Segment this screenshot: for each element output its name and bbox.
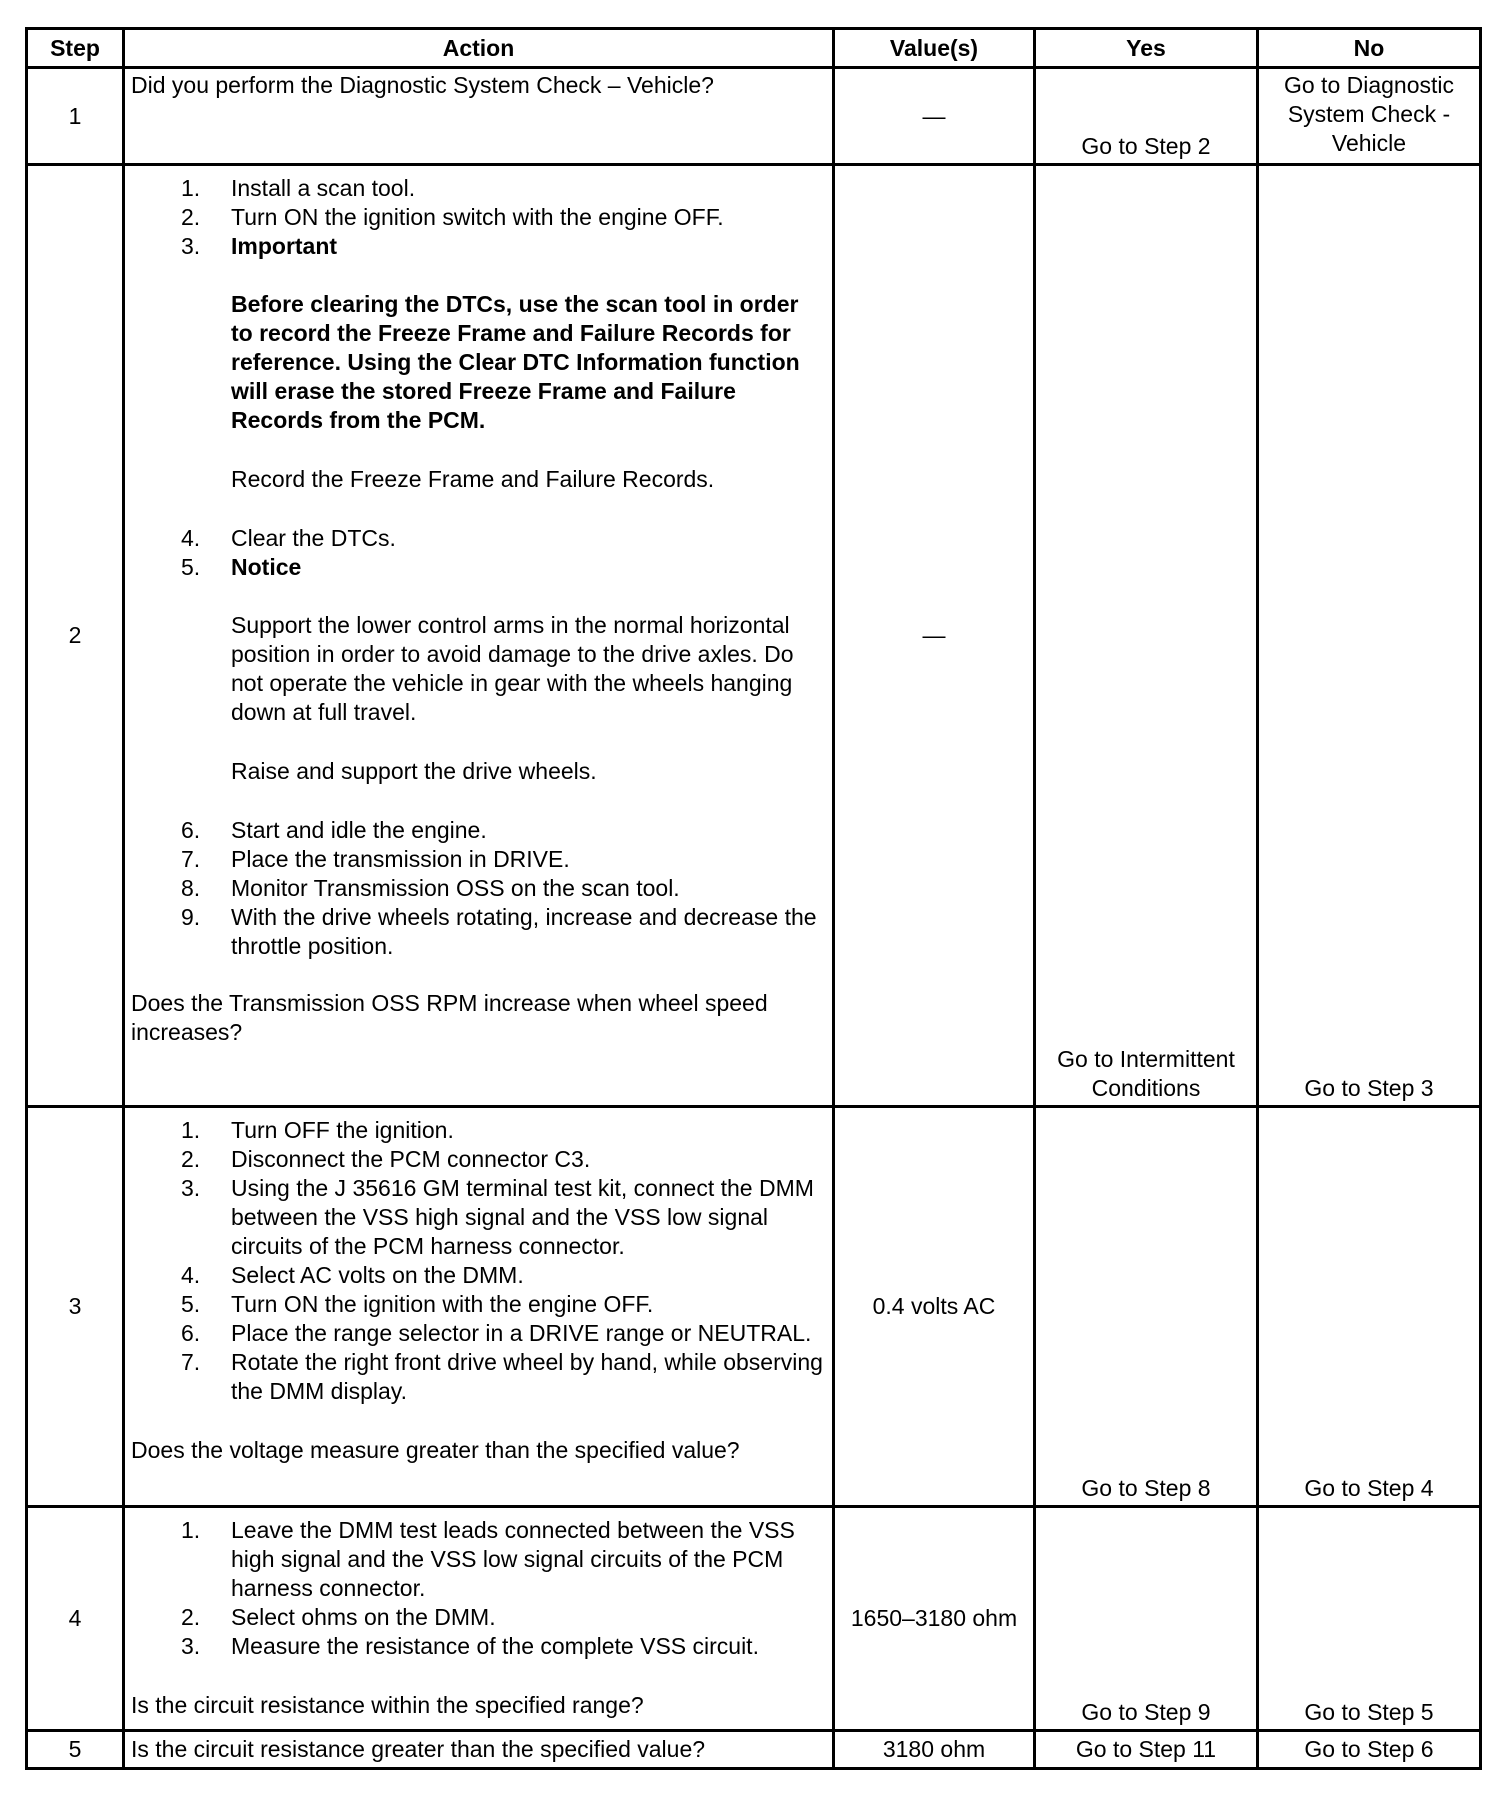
notice-label: Notice xyxy=(231,554,302,580)
list-item: 4. Clear the DTCs. xyxy=(181,525,396,551)
notice-text: Support the lower control arms in the normal horizontal position in order to avoid damage to the drive axles. Do not operate the vehicle in gear with the wheels hanging down at full travel. xyxy=(231,612,794,725)
action-cell xyxy=(124,1731,834,1769)
procedure-list xyxy=(131,1116,826,1406)
raise-text: Raise and support the drive wheels. xyxy=(231,758,597,784)
no-link[interactable]: Go to Diagnostic System Check - Vehicle xyxy=(1258,68,1481,165)
question-text: Did you perform the Diagnostic System Check – Vehicle? xyxy=(131,72,714,98)
action-cell xyxy=(124,1507,834,1731)
header-no: No xyxy=(1258,29,1481,68)
action-cell xyxy=(124,68,834,165)
step-number: 4 xyxy=(27,1507,124,1731)
important-label: Important xyxy=(231,233,338,259)
list-item: 1. Leave the DMM test leads connected between the VSS high signal and the VSS low signal circuits of the PCM harness connector. xyxy=(181,1517,795,1601)
no-link[interactable]: Go to Step 5 xyxy=(1258,1507,1481,1731)
question-text: Is the circuit resistance within the specified range? xyxy=(131,1692,644,1718)
header-action: Action xyxy=(124,29,834,68)
header-values: Value(s) xyxy=(834,29,1035,68)
yes-link[interactable]: Go to Intermittent Conditions xyxy=(1035,165,1258,1107)
list-item: 7. Place the transmission in DRIVE. xyxy=(181,846,570,872)
list-item: 3. Important Before clearing the DTCs, use the scan tool in order to record the Freeze Frame and Failure Records for reference. Using the Clear DTC Information function will erase the stored Freeze Frame and Failure Records from the PCM. Record the Freeze Frame and Failure Records. xyxy=(131,232,826,494)
question-text: Does the Transmission OSS RPM increase when wheel speed increases? xyxy=(131,990,768,1045)
value-cell: — xyxy=(834,68,1035,165)
no-link[interactable]: Go to Step 4 xyxy=(1258,1107,1481,1507)
list-item: 6. Place the range selector in a DRIVE range or NEUTRAL. xyxy=(181,1320,812,1346)
list-item: 9. With the drive wheels rotating, increase and decrease the throttle position. xyxy=(181,904,817,959)
list-item: 3. Using the J 35616 GM terminal test kit, connect the DMM between the VSS high signal and the VSS low signal circuits of the PCM harness connector. xyxy=(181,1175,814,1259)
yes-link[interactable]: Go to Step 11 xyxy=(1035,1731,1258,1769)
header-yes: Yes xyxy=(1035,29,1258,68)
list-item: 4. Select AC volts on the DMM. xyxy=(181,1262,524,1288)
list-item: 2. Select ohms on the DMM. xyxy=(181,1604,496,1630)
value-cell: 1650–3180 ohm xyxy=(834,1507,1035,1731)
list-item: 6. Start and idle the engine. xyxy=(181,817,487,843)
yes-link[interactable]: Go to Step 9 xyxy=(1035,1507,1258,1731)
question-text: Is the circuit resistance greater than the specified value? xyxy=(131,1736,706,1762)
question-text: Does the voltage measure greater than the specified value? xyxy=(131,1437,740,1463)
value-cell: 3180 ohm xyxy=(834,1731,1035,1769)
yes-link[interactable]: Go to Step 8 xyxy=(1035,1107,1258,1507)
step-number: 1 xyxy=(27,68,124,165)
no-link[interactable]: Go to Step 3 xyxy=(1258,165,1481,1107)
list-item: 5. Turn ON the ignition with the engine OFF. xyxy=(181,1291,654,1317)
procedure-list xyxy=(131,1516,826,1661)
step-number: 2 xyxy=(27,165,124,1107)
list-item: 7. Rotate the right front drive wheel by hand, while observing the DMM display. xyxy=(181,1349,823,1404)
value-cell: — xyxy=(834,165,1035,1107)
step-number: 3 xyxy=(27,1107,124,1507)
header-row xyxy=(27,29,1481,68)
list-item: 2. Turn ON the ignition switch with the engine OFF. xyxy=(181,204,724,230)
list-item: 5. Notice Support the lower control arms in the normal horizontal position in order to avoid damage to the drive axles. Do not operate the vehicle in gear with the wheels hanging down at full travel. Raise and support the drive wheels. xyxy=(131,553,826,786)
diagnostic-table xyxy=(25,27,1482,1770)
action-cell xyxy=(124,1107,834,1507)
list-item: 8. Monitor Transmission OSS on the scan tool. xyxy=(181,875,680,901)
important-text: Before clearing the DTCs, use the scan tool in order to record the Freeze Frame and Failure Records for reference. Using the Clear DTC Information function will erase the stored Freeze Frame and Failure Records from the PCM. xyxy=(231,291,800,433)
table-row xyxy=(27,165,1481,1107)
value-cell: 0.4 volts AC xyxy=(834,1107,1035,1507)
yes-link[interactable]: Go to Step 2 xyxy=(1035,68,1258,165)
list-item: 1. Install a scan tool. xyxy=(181,175,416,201)
table-row xyxy=(27,1107,1481,1507)
list-item: 1. Turn OFF the ignition. xyxy=(181,1117,454,1143)
list-item: 2. Disconnect the PCM connector C3. xyxy=(181,1146,591,1172)
header-step: Step xyxy=(27,29,124,68)
step-number: 5 xyxy=(27,1731,124,1769)
record-text: Record the Freeze Frame and Failure Records. xyxy=(231,466,715,492)
procedure-list xyxy=(131,174,826,961)
table-row xyxy=(27,68,1481,165)
list-item: 3. Measure the resistance of the complete VSS circuit. xyxy=(181,1633,759,1659)
table-row xyxy=(27,1507,1481,1731)
action-cell xyxy=(124,165,834,1107)
table-row xyxy=(27,1731,1481,1769)
no-link[interactable]: Go to Step 6 xyxy=(1258,1731,1481,1769)
